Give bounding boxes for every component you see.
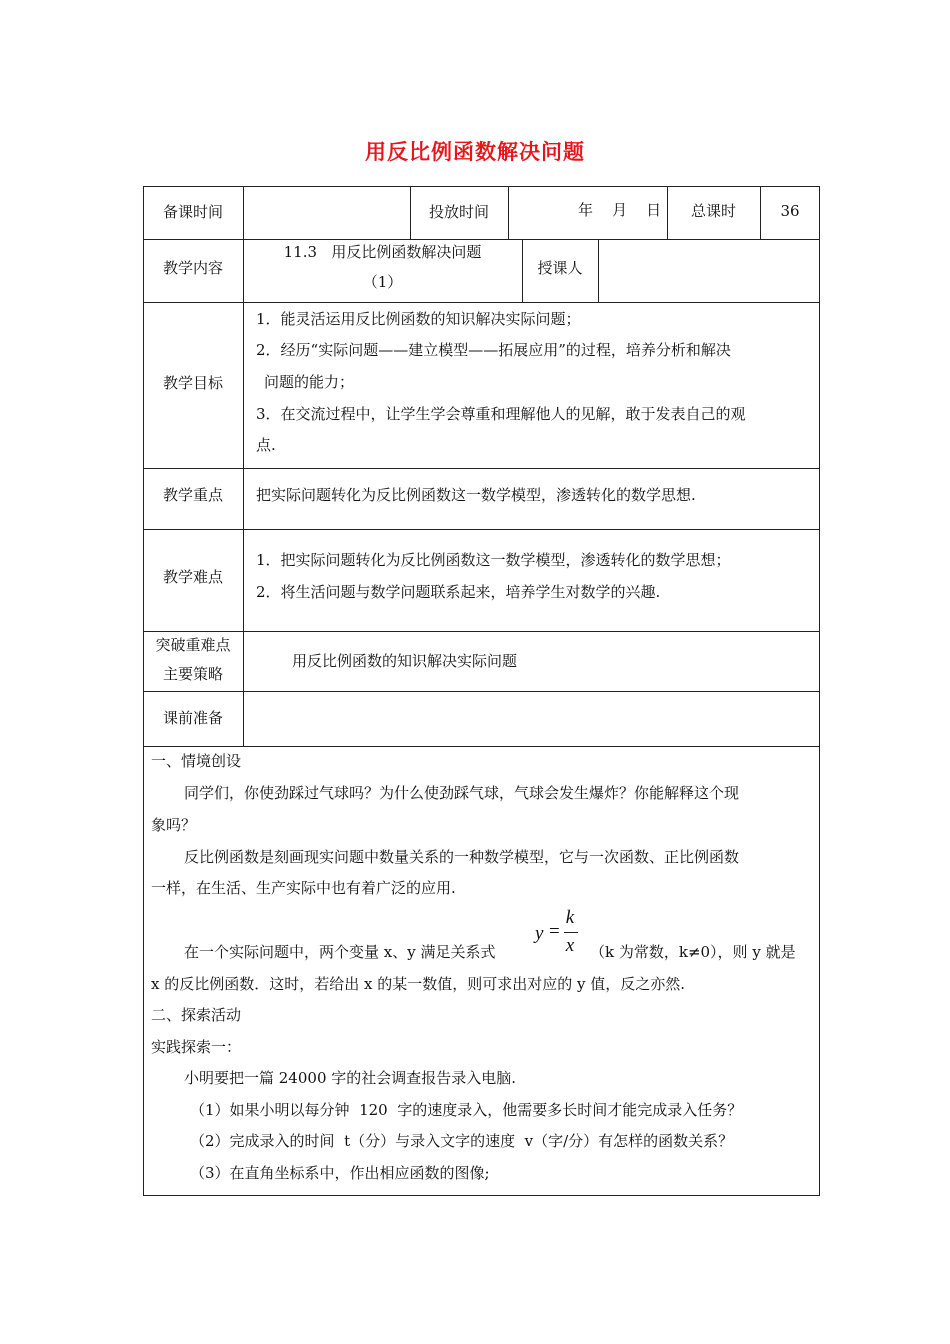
section-heading: 二、探索活动 — [151, 1006, 242, 1024]
goal-line: 1．能灵活运用反比例函数的知识解决实际问题； — [256, 310, 581, 328]
page-title: 用反比例函数解决问题 — [365, 139, 585, 164]
date-placeholder: 年 月 日 — [578, 201, 662, 219]
paragraph-line: （k 为常数，k≠0），则 y 就是 — [590, 943, 796, 961]
column-divider — [508, 186, 509, 239]
column-divider — [598, 239, 599, 302]
preparation-label: 课前准备 — [162, 709, 223, 727]
formula-y: y — [535, 923, 544, 944]
paragraph-line: 在一个实际问题中，两个变量 x、y 满足关系式 — [184, 943, 496, 961]
paragraph-line: x 的反比例函数．这时，若给出 x 的某一数值，则可求出对应的 y 值，反之亦然. — [151, 975, 686, 993]
strategy-text: 用反比例函数的知识解决实际问题 — [292, 652, 518, 670]
content-label: 教学内容 — [162, 259, 223, 277]
lesson-title-line1: 11.3 用反比例函数解决问题 — [283, 243, 482, 261]
difficulty-line: 1．把实际问题转化为反比例函数这一数学模型，渗透转化的数学思想； — [256, 551, 731, 569]
row-divider — [143, 746, 820, 747]
row-divider — [143, 631, 820, 632]
deliver-time-label: 投放时间 — [428, 203, 489, 221]
question-item: （2）完成录入的时间 t（分）与录入文字的速度 v（字/分）有怎样的函数关系？ — [190, 1132, 734, 1150]
row-divider — [143, 691, 820, 692]
paragraph-line: 一样，在生活、生产实际中也有着广泛的应用. — [151, 879, 456, 897]
section-heading: 一、情境创设 — [151, 752, 242, 770]
column-divider — [243, 186, 244, 746]
difficulty-label: 教学难点 — [162, 568, 223, 586]
total-hours-label: 总课时 — [690, 202, 736, 220]
row-divider — [143, 468, 820, 469]
goal-line: 3．在交流过程中，让学生学会尊重和理解他人的见解，敢于发表自己的观 — [256, 405, 746, 423]
prep-time-label: 备课时间 — [162, 203, 223, 221]
difficulty-line: 2．将生活问题与数学问题联系起来，培养学生对数学的兴趣. — [256, 583, 661, 601]
paragraph-line: 小明要把一篇 24000 字的社会调查报告录入电脑. — [184, 1069, 517, 1087]
question-item: （3）在直角坐标系中，作出相应函数的图像; — [190, 1164, 490, 1182]
teacher-label: 授课人 — [537, 259, 583, 277]
fraction-bar — [564, 932, 578, 933]
row-divider — [143, 302, 820, 303]
formula-equals: = — [549, 921, 560, 942]
goal-line: 问题的能力； — [264, 373, 355, 391]
question-item: （1）如果小明以每分钟 120 字的速度录入，他需要多长时间才能完成录入任务？ — [190, 1101, 743, 1119]
practice-heading: 实践探索一： — [151, 1038, 242, 1056]
focus-label: 教学重点 — [162, 486, 223, 504]
focus-text: 把实际问题转化为反比例函数这一数学模型，渗透转化的数学思想. — [256, 486, 696, 504]
paragraph-line: 反比例函数是刻画现实问题中数量关系的一种数学模型，它与一次函数、正比例函数 — [184, 848, 740, 866]
formula-numerator: k — [565, 907, 575, 928]
lesson-title-line2: （1） — [362, 273, 403, 291]
strategy-label-line2: 主要策略 — [162, 665, 223, 683]
row-divider — [143, 529, 820, 530]
goal-line: 2．经历“实际问题——建立模型——拓展应用”的过程，培养分析和解决 — [256, 341, 731, 359]
paragraph-line: 象吗？ — [151, 816, 197, 834]
goal-line: 点. — [256, 436, 276, 454]
formula-denominator: x — [565, 935, 575, 956]
goals-label: 教学目标 — [162, 374, 223, 392]
strategy-label-line1: 突破重难点 — [155, 636, 231, 654]
paragraph-line: 同学们，你使劲踩过气球吗？为什么使劲踩气球，气球会发生爆炸？你能解释这个现 — [184, 784, 740, 802]
row-divider — [143, 239, 820, 240]
total-hours-value: 36 — [780, 202, 800, 220]
